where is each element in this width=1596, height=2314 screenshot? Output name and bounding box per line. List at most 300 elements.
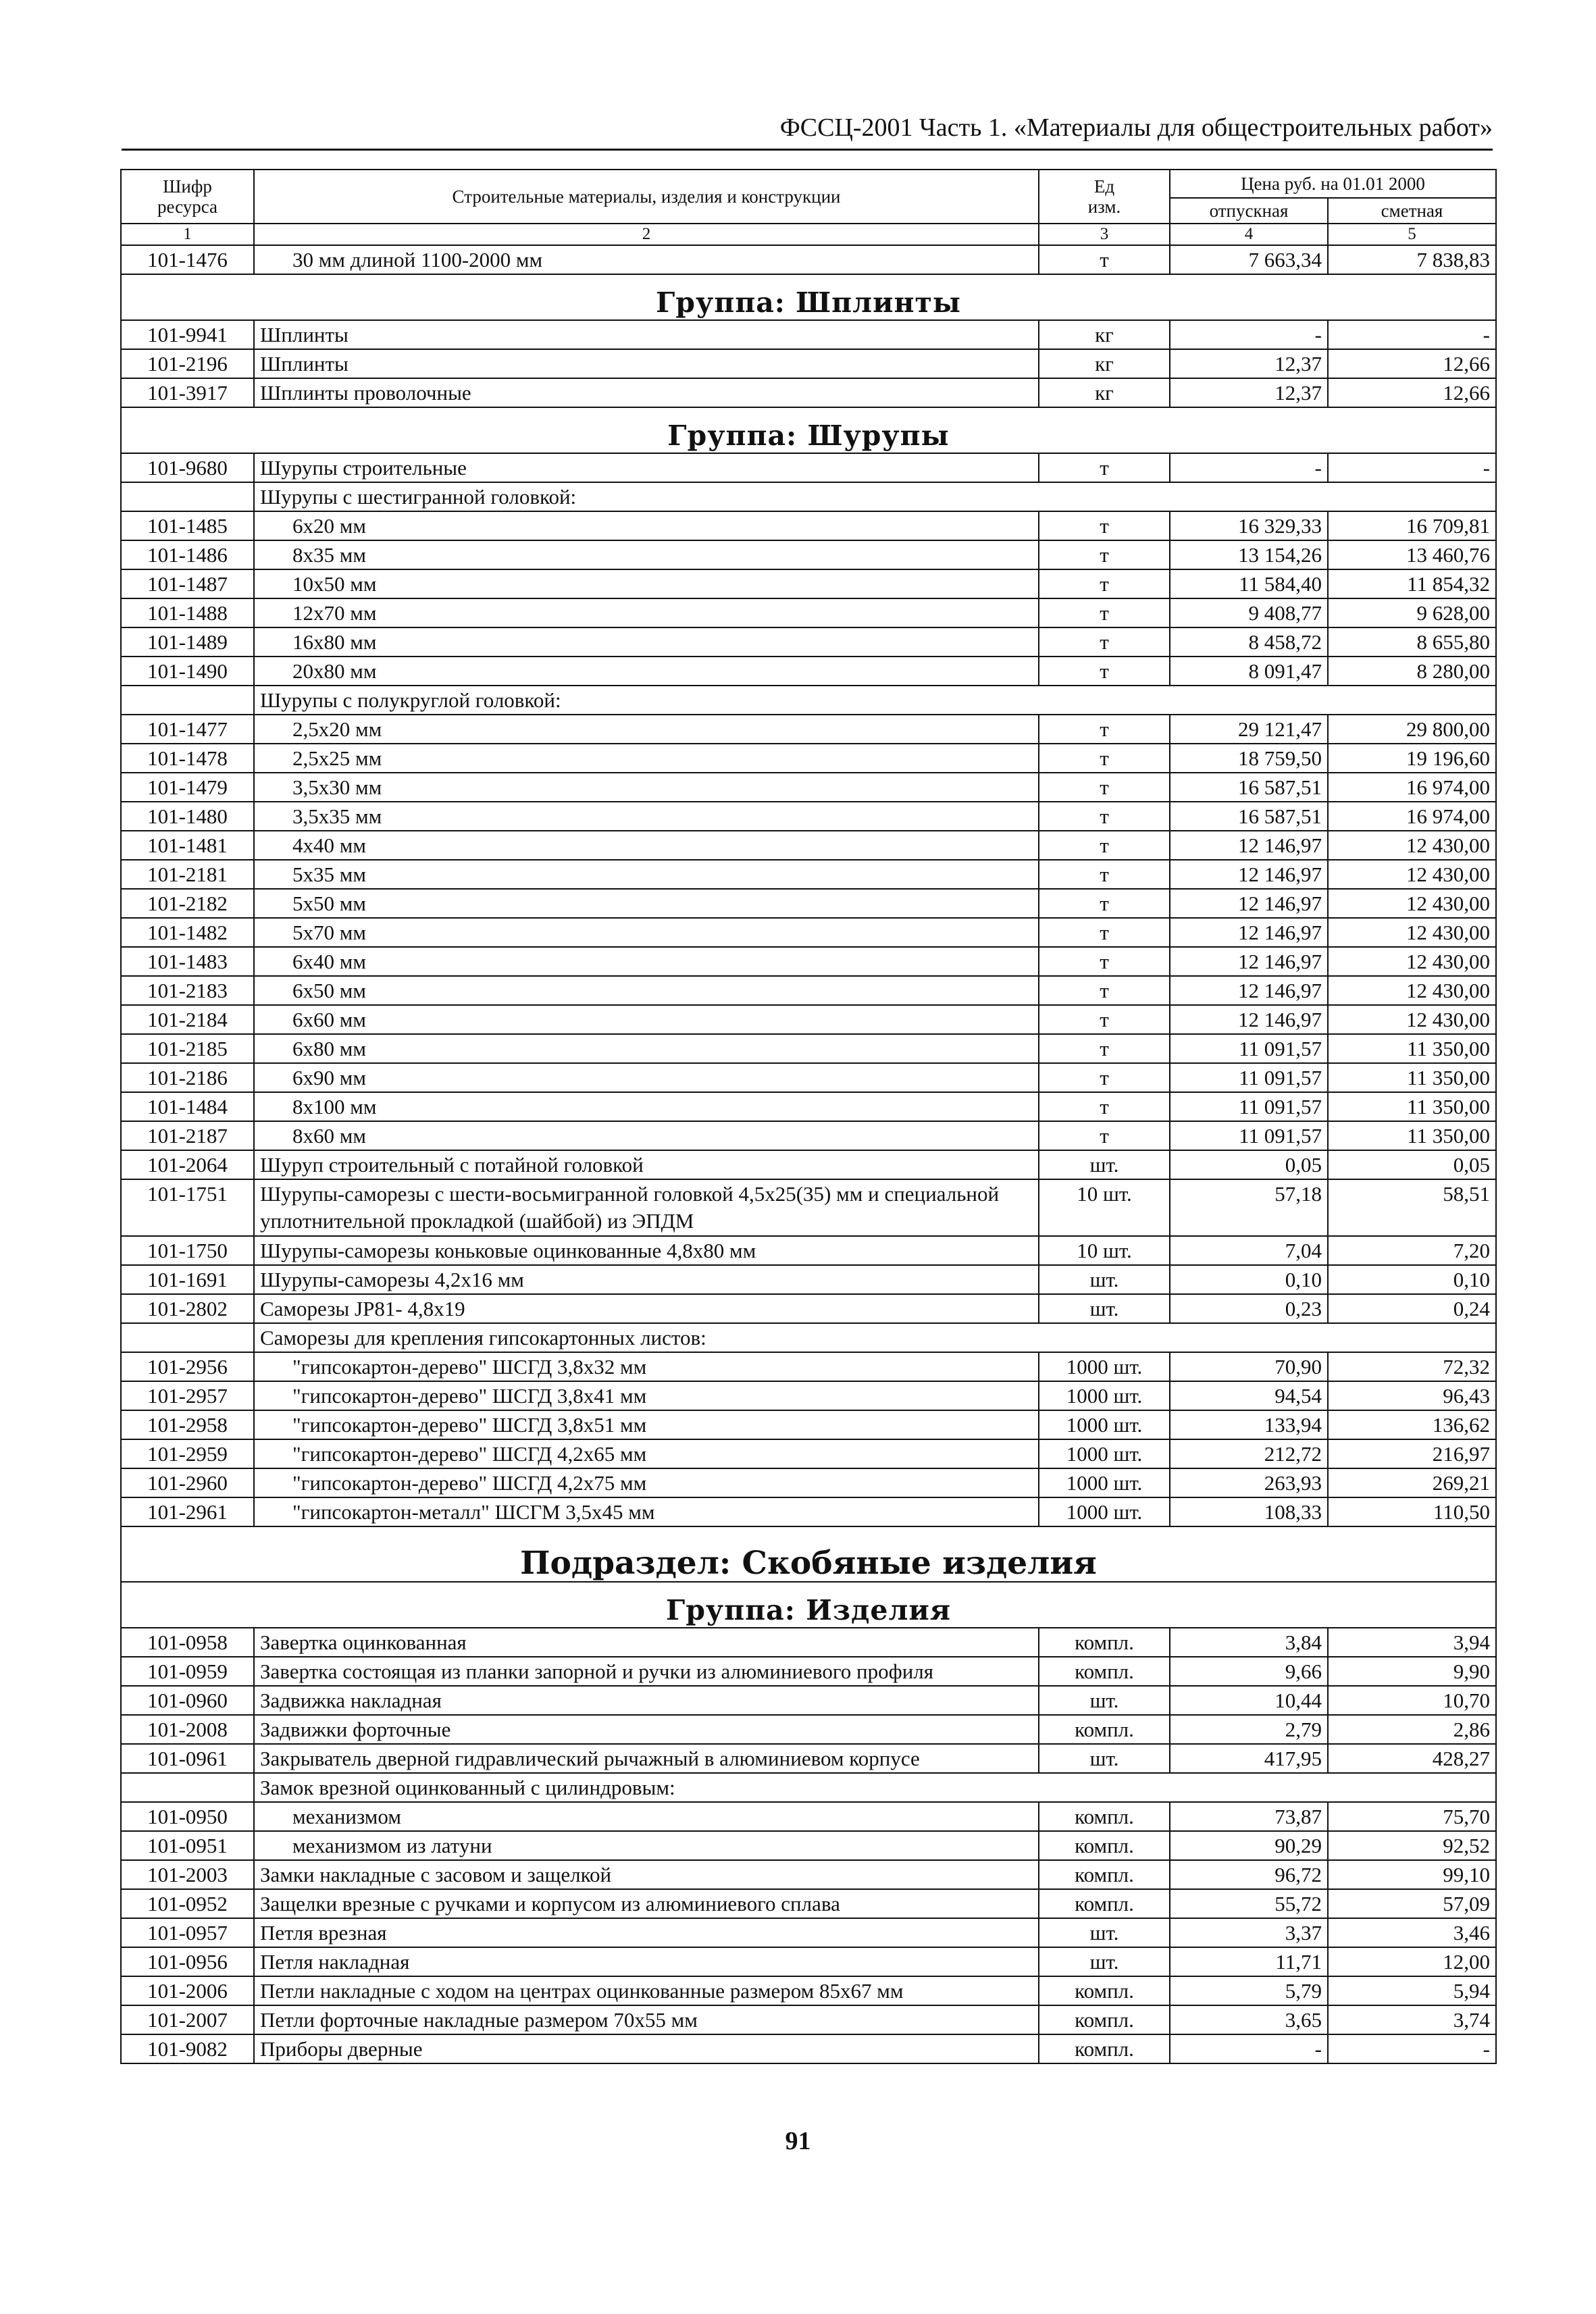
item-unit: т (1039, 744, 1170, 773)
table-row (121, 1179, 1496, 1236)
resource-code: 101-0950 (121, 1802, 254, 1831)
item-unit: компл. (1039, 1628, 1170, 1657)
item-name: 6х20 мм (254, 511, 1039, 540)
estimate-price: 0,24 (1328, 1294, 1496, 1323)
item-unit: 10 шт. (1039, 1236, 1170, 1265)
retail-price: 108,33 (1170, 1497, 1328, 1526)
retail-price: 12 146,97 (1170, 918, 1328, 947)
retail-price: 417,95 (1170, 1744, 1328, 1773)
retail-price: 12 146,97 (1170, 889, 1328, 918)
table-row (121, 2034, 1496, 2063)
item-name: Шуруп строительный с потайной головкой (254, 1150, 1039, 1179)
resource-code: 101-1476 (121, 245, 254, 274)
resource-code: 101-1479 (121, 773, 254, 802)
estimate-price: 8 280,00 (1328, 657, 1496, 686)
retail-price: 9 408,77 (1170, 598, 1328, 627)
item-unit: компл. (1039, 1831, 1170, 1860)
retail-price: 11 091,57 (1170, 1034, 1328, 1063)
item-unit: т (1039, 245, 1170, 274)
col-header-retail: отпускная (1170, 198, 1328, 224)
item-name: 2,5х25 мм (254, 744, 1039, 773)
item-unit: т (1039, 1063, 1170, 1092)
retail-price: 16 587,51 (1170, 802, 1328, 831)
item-name: Закрыватель дверной гидравлический рычажный в алюминиевом корпусе (254, 1744, 1039, 1773)
item-name: Завертка оцинкованная (254, 1628, 1039, 1657)
resource-code: 101-0951 (121, 1831, 254, 1860)
retail-price: 11 091,57 (1170, 1121, 1328, 1150)
retail-price: 212,72 (1170, 1439, 1328, 1468)
item-name: Шурупы-саморезы коньковые оцинкованные 4,8х80 мм (254, 1236, 1039, 1265)
section-heading-row (121, 1526, 1496, 1582)
table-row (121, 627, 1496, 657)
retail-price: 11 584,40 (1170, 569, 1328, 598)
estimate-price: 5,94 (1328, 1976, 1496, 2005)
estimate-price: 9,90 (1328, 1657, 1496, 1686)
item-unit: т (1039, 715, 1170, 744)
item-unit: шт. (1039, 1150, 1170, 1179)
estimate-price: 7,20 (1328, 1236, 1496, 1265)
item-unit: 1000 шт. (1039, 1439, 1170, 1468)
resource-code: 101-2185 (121, 1034, 254, 1063)
table-row (121, 1121, 1496, 1150)
estimate-price: - (1328, 453, 1496, 482)
item-unit: т (1039, 1092, 1170, 1121)
subheading-text: Шурупы с шестигранной головкой: (254, 482, 1496, 511)
resource-code: 101-2007 (121, 2005, 254, 2034)
item-unit: т (1039, 569, 1170, 598)
resource-code: 101-2802 (121, 1294, 254, 1323)
subheading-text: Замок врезной оцинкованный с цилиндровым: (254, 1773, 1496, 1802)
item-unit: т (1039, 773, 1170, 802)
item-name: "гипсокартон-металл" ШСГМ 3,5х45 мм (254, 1497, 1039, 1526)
col-number-3: 3 (1039, 224, 1170, 245)
item-name: Шплинты проволочные (254, 378, 1039, 407)
item-name: 5х35 мм (254, 860, 1039, 889)
item-name: 8х60 мм (254, 1121, 1039, 1150)
item-name: "гипсокартон-дерево" ШСГД 4,2х75 мм (254, 1468, 1039, 1497)
retail-price: 0,10 (1170, 1265, 1328, 1294)
item-unit: кг (1039, 378, 1170, 407)
table-row (121, 540, 1496, 569)
table-row (121, 976, 1496, 1005)
table-row (121, 831, 1496, 860)
retail-price: 0,23 (1170, 1294, 1328, 1323)
resource-code: 101-1486 (121, 540, 254, 569)
table-row (121, 349, 1496, 378)
resource-code: 101-2958 (121, 1410, 254, 1439)
estimate-price: 8 655,80 (1328, 627, 1496, 657)
item-unit: т (1039, 1005, 1170, 1034)
resource-code: 101-2960 (121, 1468, 254, 1497)
item-name: 6х40 мм (254, 947, 1039, 976)
table-row (121, 1005, 1496, 1034)
estimate-price: 12 430,00 (1328, 860, 1496, 889)
retail-price: 96,72 (1170, 1860, 1328, 1889)
item-name: "гипсокартон-дерево" ШСГД 3,8х41 мм (254, 1381, 1039, 1410)
estimate-price: 11 350,00 (1328, 1063, 1496, 1092)
resource-code: 101-0958 (121, 1628, 254, 1657)
retail-price: 90,29 (1170, 1831, 1328, 1860)
estimate-price: 12,66 (1328, 349, 1496, 378)
table-row (121, 1976, 1496, 2005)
table-row (121, 320, 1496, 349)
estimate-price: 11 350,00 (1328, 1034, 1496, 1063)
retail-price: 11,71 (1170, 1947, 1328, 1976)
item-unit: шт. (1039, 1265, 1170, 1294)
resource-code: 101-2183 (121, 976, 254, 1005)
item-unit: 1000 шт. (1039, 1497, 1170, 1526)
resource-code: 101-3917 (121, 378, 254, 407)
item-unit: шт. (1039, 1744, 1170, 1773)
resource-code: 101-0956 (121, 1947, 254, 1976)
item-name: Замки накладные с засовом и защелкой (254, 1860, 1039, 1889)
item-unit: компл. (1039, 2005, 1170, 2034)
item-unit: компл. (1039, 1657, 1170, 1686)
item-name: Петля врезная (254, 1918, 1039, 1947)
resource-code: 101-2003 (121, 1860, 254, 1889)
retail-price: - (1170, 2034, 1328, 2063)
resource-code: 101-1482 (121, 918, 254, 947)
resource-code: 101-0957 (121, 1918, 254, 1947)
retail-price: 12 146,97 (1170, 860, 1328, 889)
retail-price: 133,94 (1170, 1410, 1328, 1439)
subheading-row (121, 482, 1496, 511)
item-name: 5х70 мм (254, 918, 1039, 947)
item-name: 16х80 мм (254, 627, 1039, 657)
table-row (121, 918, 1496, 947)
retail-price: 94,54 (1170, 1381, 1328, 1410)
table-row (121, 598, 1496, 627)
retail-price: 8 091,47 (1170, 657, 1328, 686)
retail-price: 70,90 (1170, 1352, 1328, 1381)
code-cell-empty (121, 1323, 254, 1352)
table-row (121, 1497, 1496, 1526)
item-unit: 1000 шт. (1039, 1352, 1170, 1381)
item-name: Завертка состоящая из планки запорной и ручки из алюминиевого профиля (254, 1657, 1039, 1686)
estimate-price: 13 460,76 (1328, 540, 1496, 569)
estimate-price: 10,70 (1328, 1686, 1496, 1715)
table-row (121, 1410, 1496, 1439)
estimate-price: 16 974,00 (1328, 802, 1496, 831)
table-row (121, 1352, 1496, 1381)
resource-code: 101-1485 (121, 511, 254, 540)
estimate-price: 11 350,00 (1328, 1092, 1496, 1121)
table-row (121, 1889, 1496, 1918)
price-table (120, 169, 1497, 2064)
item-name: Шурупы строительные (254, 453, 1039, 482)
table-row (121, 569, 1496, 598)
retail-price: 16 329,33 (1170, 511, 1328, 540)
retail-price: 13 154,26 (1170, 540, 1328, 569)
resource-code: 101-1488 (121, 598, 254, 627)
estimate-price: 7 838,83 (1328, 245, 1496, 274)
item-unit: т (1039, 511, 1170, 540)
estimate-price: 12 430,00 (1328, 1005, 1496, 1034)
item-unit: т (1039, 976, 1170, 1005)
table-row (121, 1918, 1496, 1947)
retail-price: 16 587,51 (1170, 773, 1328, 802)
col-number-1: 1 (121, 224, 254, 245)
retail-price: - (1170, 453, 1328, 482)
resource-code: 101-9680 (121, 453, 254, 482)
retail-price: 3,84 (1170, 1628, 1328, 1657)
estimate-price: 72,32 (1328, 1352, 1496, 1381)
estimate-price: 12,00 (1328, 1947, 1496, 1976)
retail-price: 11 091,57 (1170, 1092, 1328, 1121)
estimate-price: 12 430,00 (1328, 976, 1496, 1005)
item-unit: компл. (1039, 2034, 1170, 2063)
item-name: Задвижки форточные (254, 1715, 1039, 1744)
item-name: 6х80 мм (254, 1034, 1039, 1063)
retail-price: 3,65 (1170, 2005, 1328, 2034)
estimate-price: 16 974,00 (1328, 773, 1496, 802)
item-name: "гипсокартон-дерево" ШСГД 3,8х51 мм (254, 1410, 1039, 1439)
table-body (121, 245, 1496, 2063)
item-unit: т (1039, 918, 1170, 947)
retail-price: 0,05 (1170, 1150, 1328, 1179)
estimate-price: 96,43 (1328, 1381, 1496, 1410)
estimate-price: 2,86 (1328, 1715, 1496, 1744)
table-header (121, 170, 1496, 245)
table-row (121, 1628, 1496, 1657)
resource-code: 101-1487 (121, 569, 254, 598)
table-row (121, 715, 1496, 744)
item-name: Задвижка накладная (254, 1686, 1039, 1715)
resource-code: 101-0961 (121, 1744, 254, 1773)
estimate-price: 75,70 (1328, 1802, 1496, 1831)
item-name: "гипсокартон-дерево" ШСГД 3,8х32 мм (254, 1352, 1039, 1381)
resource-code: 101-1751 (121, 1179, 254, 1236)
table-row (121, 773, 1496, 802)
resource-code: 101-9941 (121, 320, 254, 349)
item-unit: кг (1039, 320, 1170, 349)
resource-code: 101-0952 (121, 1889, 254, 1918)
item-unit: 10 шт. (1039, 1179, 1170, 1236)
retail-price: 57,18 (1170, 1179, 1328, 1236)
subheading-row (121, 1773, 1496, 1802)
estimate-price: 29 800,00 (1328, 715, 1496, 744)
estimate-price: 3,74 (1328, 2005, 1496, 2034)
col-number-4: 4 (1170, 224, 1328, 245)
estimate-price: 12 430,00 (1328, 889, 1496, 918)
col-header-unit: Ед изм. (1039, 170, 1170, 224)
table-row (121, 1657, 1496, 1686)
item-name: Петля накладная (254, 1947, 1039, 1976)
resource-code: 101-1750 (121, 1236, 254, 1265)
table-row (121, 1744, 1496, 1773)
group-heading-row (121, 1582, 1496, 1628)
table-row (121, 1294, 1496, 1323)
item-name: 6х60 мм (254, 1005, 1039, 1034)
resource-code: 101-1477 (121, 715, 254, 744)
group-heading-row (121, 407, 1496, 453)
resource-code: 101-2196 (121, 349, 254, 378)
estimate-price: 19 196,60 (1328, 744, 1496, 773)
item-name: Шурупы-саморезы 4,2х16 мм (254, 1265, 1039, 1294)
item-unit: 1000 шт. (1039, 1381, 1170, 1410)
item-unit: т (1039, 657, 1170, 686)
subheading-text: Шурупы с полукруглой головкой: (254, 686, 1496, 715)
item-unit: т (1039, 860, 1170, 889)
table-row (121, 1860, 1496, 1889)
resource-code: 101-2182 (121, 889, 254, 918)
estimate-price: 12,66 (1328, 378, 1496, 407)
estimate-price: 3,46 (1328, 1918, 1496, 1947)
retail-price: 12 146,97 (1170, 1005, 1328, 1034)
table-row (121, 1802, 1496, 1831)
item-name: 2,5х20 мм (254, 715, 1039, 744)
item-name: Шплинты (254, 320, 1039, 349)
item-name: Защелки врезные с ручками и корпусом из алюминиевого сплава (254, 1889, 1039, 1918)
estimate-price: 92,52 (1328, 1831, 1496, 1860)
item-unit: т (1039, 453, 1170, 482)
table-row (121, 1150, 1496, 1179)
price-table-container (120, 169, 1495, 2064)
table-row (121, 1034, 1496, 1063)
col-number-2: 2 (254, 224, 1039, 245)
retail-price: 12 146,97 (1170, 831, 1328, 860)
table-row (121, 1236, 1496, 1265)
item-name: Саморезы JP81- 4,8х19 (254, 1294, 1039, 1323)
retail-price: 10,44 (1170, 1686, 1328, 1715)
item-name: 30 мм длиной 1100-2000 мм (254, 245, 1039, 274)
item-unit: компл. (1039, 1802, 1170, 1831)
retail-price: 73,87 (1170, 1802, 1328, 1831)
resource-code: 101-1691 (121, 1265, 254, 1294)
estimate-price: - (1328, 320, 1496, 349)
table-row (121, 860, 1496, 889)
running-header: ФССЦ-2001 Часть 1. «Материалы для общестроительных работ» (122, 109, 1493, 151)
resource-code: 101-2957 (121, 1381, 254, 1410)
table-row (121, 889, 1496, 918)
retail-price: 11 091,57 (1170, 1063, 1328, 1092)
retail-price: 263,93 (1170, 1468, 1328, 1497)
item-name: Шурупы-саморезы с шести-восьмигранной головкой 4,5х25(35) мм и специальной уплотнительной прокладкой (шайбой) из ЭПДМ (254, 1179, 1039, 1236)
item-unit: шт. (1039, 1686, 1170, 1715)
resource-code: 101-2006 (121, 1976, 254, 2005)
subheading-row (121, 1323, 1496, 1352)
resource-code: 101-2961 (121, 1497, 254, 1526)
item-unit: компл. (1039, 1889, 1170, 1918)
item-name: механизмом (254, 1802, 1039, 1831)
item-name: Шплинты (254, 349, 1039, 378)
item-unit: т (1039, 889, 1170, 918)
resource-code: 101-1484 (121, 1092, 254, 1121)
retail-price: 7,04 (1170, 1236, 1328, 1265)
table-row (121, 744, 1496, 773)
table-row (121, 1265, 1496, 1294)
retail-price: 9,66 (1170, 1657, 1328, 1686)
item-name: 6х50 мм (254, 976, 1039, 1005)
col-header-code: Шифр ресурса (121, 170, 254, 224)
estimate-price: 12 430,00 (1328, 947, 1496, 976)
retail-price: 8 458,72 (1170, 627, 1328, 657)
item-name: Приборы дверные (254, 2034, 1039, 2063)
estimate-price: 12 430,00 (1328, 831, 1496, 860)
col-number-5: 5 (1328, 224, 1496, 245)
item-unit: шт. (1039, 1294, 1170, 1323)
item-name: 20х80 мм (254, 657, 1039, 686)
table-row (121, 511, 1496, 540)
col-header-estimate: сметная (1328, 198, 1496, 224)
resource-code: 101-1478 (121, 744, 254, 773)
item-unit: т (1039, 540, 1170, 569)
group-heading-row (121, 274, 1496, 320)
resource-code: 101-1483 (121, 947, 254, 976)
item-unit: шт. (1039, 1947, 1170, 1976)
item-unit: 1000 шт. (1039, 1468, 1170, 1497)
subheading-text: Саморезы для крепления гипсокартонных листов: (254, 1323, 1496, 1352)
estimate-price: 428,27 (1328, 1744, 1496, 1773)
item-unit: 1000 шт. (1039, 1410, 1170, 1439)
estimate-price: 110,50 (1328, 1497, 1496, 1526)
item-name: "гипсокартон-дерево" ШСГД 4,2х65 мм (254, 1439, 1039, 1468)
section-heading: Подраздел: Скобяные изделия (121, 1526, 1496, 1582)
resource-code: 101-0960 (121, 1686, 254, 1715)
retail-price: 18 759,50 (1170, 744, 1328, 773)
resource-code: 101-2008 (121, 1715, 254, 1744)
table-row (121, 1831, 1496, 1860)
estimate-price: 57,09 (1328, 1889, 1496, 1918)
item-unit: шт. (1039, 1918, 1170, 1947)
estimate-price: 99,10 (1328, 1860, 1496, 1889)
resource-code: 101-2184 (121, 1005, 254, 1034)
code-cell-empty (121, 686, 254, 715)
table-row (121, 1381, 1496, 1410)
resource-code: 101-2181 (121, 860, 254, 889)
item-unit: т (1039, 831, 1170, 860)
table-row (121, 1063, 1496, 1092)
table-row (121, 947, 1496, 976)
table-row (121, 2005, 1496, 2034)
table-row (121, 1439, 1496, 1468)
resource-code: 101-1481 (121, 831, 254, 860)
item-unit: кг (1039, 349, 1170, 378)
estimate-price: 9 628,00 (1328, 598, 1496, 627)
subheading-row (121, 686, 1496, 715)
group-heading: Группа: Изделия (121, 1582, 1496, 1628)
resource-code: 101-2064 (121, 1150, 254, 1179)
code-cell-empty (121, 1773, 254, 1802)
page-number: 91 (785, 2127, 811, 2155)
estimate-price: 3,94 (1328, 1628, 1496, 1657)
resource-code: 101-2959 (121, 1439, 254, 1468)
item-name: 6х90 мм (254, 1063, 1039, 1092)
item-unit: т (1039, 1034, 1170, 1063)
table-row (121, 1947, 1496, 1976)
col-header-name: Строительные материалы, изделия и конструкции (254, 170, 1039, 224)
retail-price: 2,79 (1170, 1715, 1328, 1744)
estimate-price: 216,97 (1328, 1439, 1496, 1468)
resource-code: 101-9082 (121, 2034, 254, 2063)
item-unit: т (1039, 1121, 1170, 1150)
table-row (121, 1468, 1496, 1497)
estimate-price: 0,05 (1328, 1150, 1496, 1179)
item-name: механизмом из латуни (254, 1831, 1039, 1860)
estimate-price: 0,10 (1328, 1265, 1496, 1294)
item-name: 4х40 мм (254, 831, 1039, 860)
item-name: Петли накладные с ходом на центрах оцинкованные размером 85х67 мм (254, 1976, 1039, 2005)
resource-code: 101-0959 (121, 1657, 254, 1686)
item-name: 8х35 мм (254, 540, 1039, 569)
estimate-price: - (1328, 2034, 1496, 2063)
item-name: 10х50 мм (254, 569, 1039, 598)
group-heading: Группа: Шплинты (121, 274, 1496, 320)
retail-price: 12 146,97 (1170, 947, 1328, 976)
resource-code: 101-2186 (121, 1063, 254, 1092)
item-name: Петли форточные накладные размером 70х55 мм (254, 2005, 1039, 2034)
table-row (121, 378, 1496, 407)
